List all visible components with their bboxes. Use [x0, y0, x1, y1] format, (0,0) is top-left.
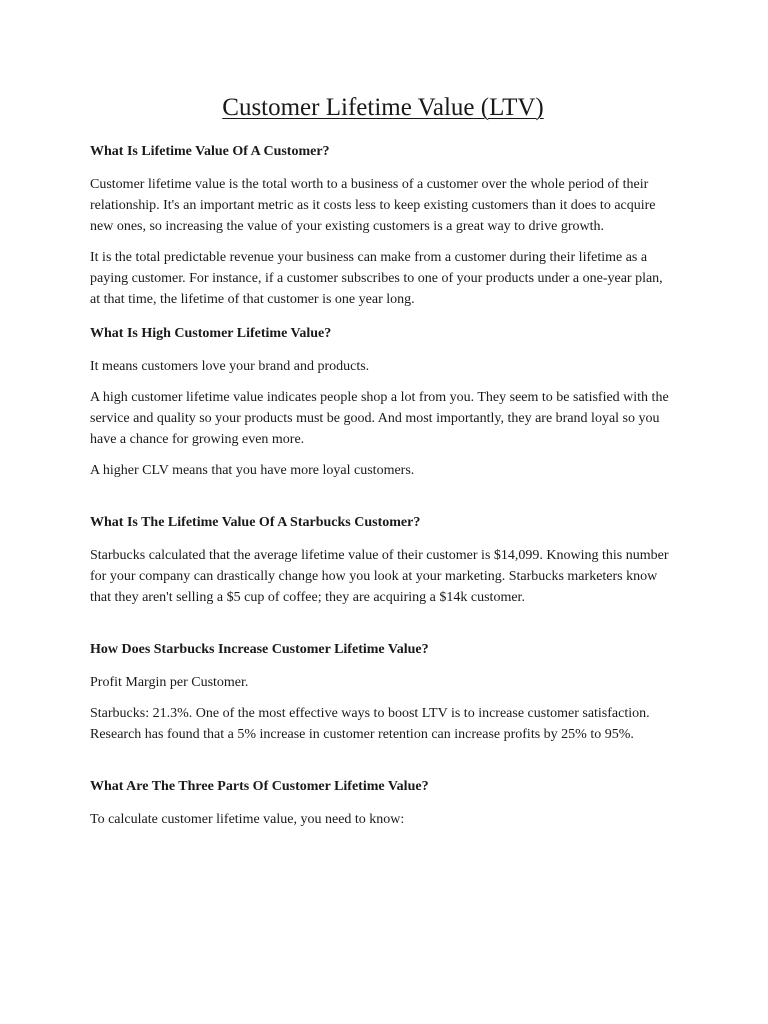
- document-title: Customer Lifetime Value (LTV): [222, 94, 544, 121]
- section-heading: What Is Lifetime Value Of A Customer?: [90, 144, 330, 159]
- paragraph: Customer lifetime value is the total worth to a business of a customer over the whole period of their relationship. It's an important metric as it costs less to keep existing customers than it does to acquire new ones, so increasing the value of your existing customers is a great way to drive growth.: [90, 177, 656, 234]
- paragraph: Starbucks: 21.3%. One of the most effective ways to boost LTV is to increase customer satisfaction. Research has found that a 5% increase in customer retention can increase profits by 25% to 95%.: [90, 706, 650, 742]
- paragraph: It is the total predictable revenue your business can make from a customer during their lifetime as a paying customer. For instance, if a customer subscribes to one of your products under a one-year plan, at that time, the lifetime of that customer is one year long.: [90, 250, 663, 307]
- spacer: [90, 618, 676, 640]
- paragraph: It means customers love your brand and products.: [90, 359, 370, 374]
- spacer: [90, 755, 676, 777]
- section-heading: What Are The Three Parts Of Customer Lifetime Value?: [90, 779, 429, 794]
- section-heading: What Is The Lifetime Value Of A Starbucks Customer?: [90, 515, 421, 530]
- paragraph: A higher CLV means that you have more loyal customers.: [90, 463, 415, 478]
- section-heading: How Does Starbucks Increase Customer Lifetime Value?: [90, 642, 429, 657]
- paragraph: Profit Margin per Customer.: [90, 675, 249, 690]
- section-heading: What Is High Customer Lifetime Value?: [90, 326, 332, 341]
- paragraph: Starbucks calculated that the average lifetime value of their customer is $14,099. Knowing this number for your company can drastically change how you look at your marketing. Starbucks marketers know that they aren't selling a $5 cup of coffee; they are acquiring a $14k customer.: [90, 548, 669, 605]
- paragraph: A high customer lifetime value indicates people shop a lot from you. They seem to be satisfied with the service and quality so your products must be good. And most importantly, they are brand loyal so you have a chance for growing even more.: [90, 390, 669, 447]
- spacer: [90, 491, 676, 513]
- paragraph: To calculate customer lifetime value, you need to know:: [90, 812, 405, 827]
